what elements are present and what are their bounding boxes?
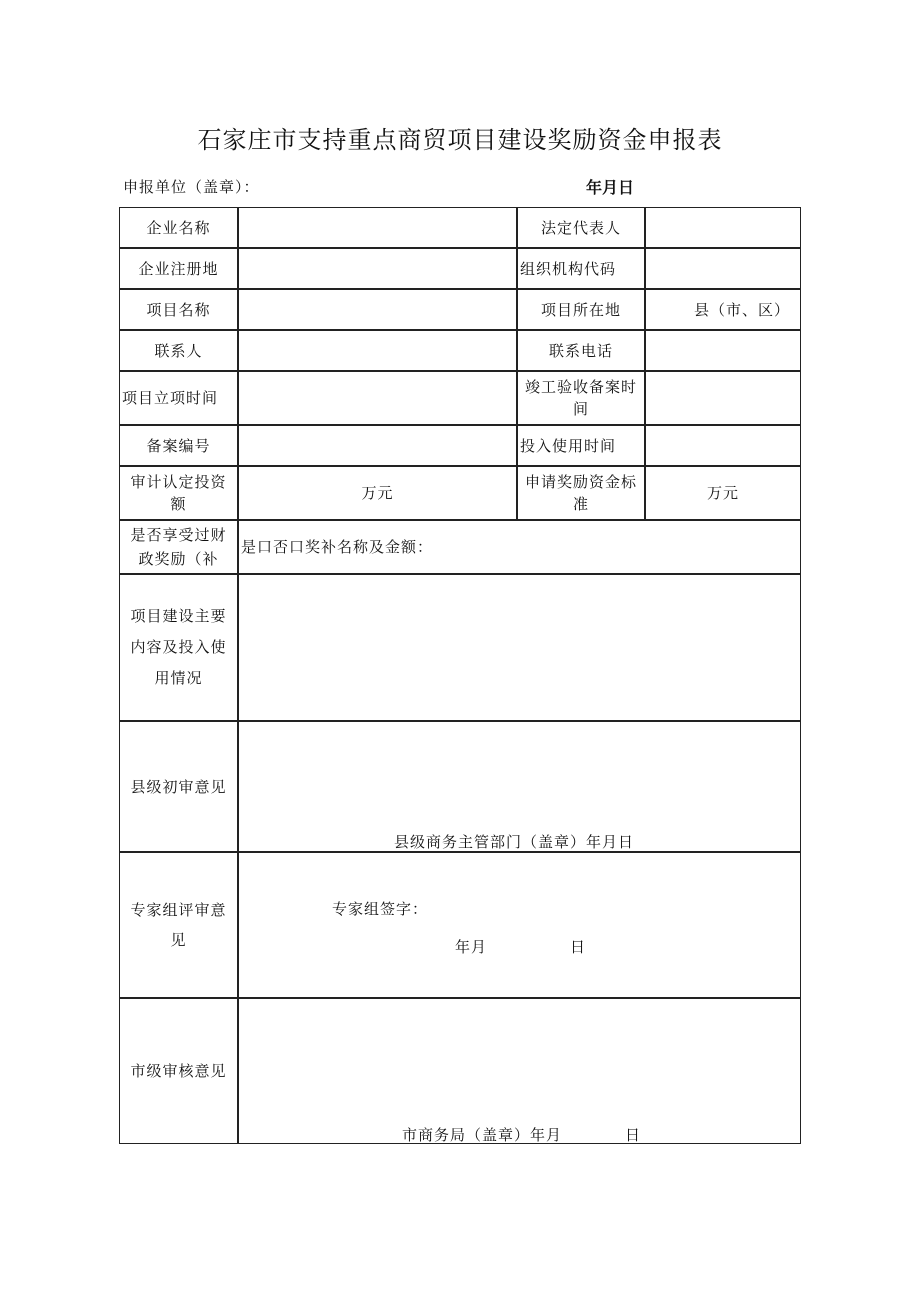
- form-title: 石家庄市支持重点商贸项目建设奖励资金申报表: [197, 126, 723, 154]
- label-approval-time: 项目立项时间: [119, 371, 238, 425]
- label-completion-record-time: 竣工验收备案时间: [517, 371, 645, 425]
- label-fiscal-reward: 是否享受过财政奖励（补: [119, 520, 238, 574]
- field-project-location[interactable]: 县（市、区）: [645, 289, 801, 330]
- field-county-review[interactable]: [238, 721, 801, 852]
- county-footer: 县级商务主管部门（盖章）年月日: [394, 833, 635, 851]
- label-expert-review: 专家组评审意见: [119, 852, 238, 998]
- expert-date-ym: 年月: [455, 938, 488, 956]
- applicant-label: 申报单位（盖章）：: [123, 178, 260, 196]
- label-record-no: 备案编号: [119, 425, 238, 466]
- field-contact[interactable]: [238, 330, 517, 371]
- field-reg-address[interactable]: [238, 248, 517, 289]
- expert-date-d: 日: [570, 938, 587, 956]
- label-construction-content: 项目建设主要内容及投入使用情况: [119, 574, 238, 721]
- label-phone: 联系电话: [517, 330, 645, 371]
- label-county-review: 县级初审意见: [119, 721, 238, 852]
- field-approval-time[interactable]: [238, 371, 517, 425]
- label-use-time: 投入使用时间: [517, 425, 645, 466]
- field-legal-rep[interactable]: [645, 207, 801, 248]
- field-city-review[interactable]: [238, 998, 801, 1144]
- label-reg-address: 企业注册地: [119, 248, 238, 289]
- field-expert-review[interactable]: [238, 852, 801, 998]
- label-reward-standard: 申请奖励资金标准: [517, 466, 645, 520]
- field-audit-investment[interactable]: 万元: [238, 466, 517, 520]
- label-legal-rep: 法定代表人: [517, 207, 645, 248]
- label-project-name: 项目名称: [119, 289, 238, 330]
- field-phone[interactable]: [645, 330, 801, 371]
- field-fiscal-reward[interactable]: 是口否口奖补名称及金额：: [238, 520, 801, 574]
- label-contact: 联系人: [119, 330, 238, 371]
- field-construction-content[interactable]: [238, 574, 801, 721]
- date-label: 年月日: [586, 178, 635, 197]
- field-reward-standard[interactable]: 万元: [645, 466, 801, 520]
- field-company-name[interactable]: [238, 207, 517, 248]
- field-use-time[interactable]: [645, 425, 801, 466]
- label-org-code: 组织机构代码: [517, 248, 645, 289]
- label-city-review: 市级审核意见: [119, 998, 238, 1144]
- field-completion-record-time[interactable]: [645, 371, 801, 425]
- field-record-no[interactable]: [238, 425, 517, 466]
- label-company-name: 企业名称: [119, 207, 238, 248]
- label-project-location: 项目所在地: [517, 289, 645, 330]
- field-org-code[interactable]: [645, 248, 801, 289]
- city-footer: 市商务局（盖章）年月: [402, 1126, 563, 1144]
- field-project-name[interactable]: [238, 289, 517, 330]
- expert-sign-label: 专家组签字：: [332, 900, 429, 918]
- city-footer-day: 日: [625, 1126, 642, 1144]
- label-audit-investment: 审计认定投资额: [119, 466, 238, 520]
